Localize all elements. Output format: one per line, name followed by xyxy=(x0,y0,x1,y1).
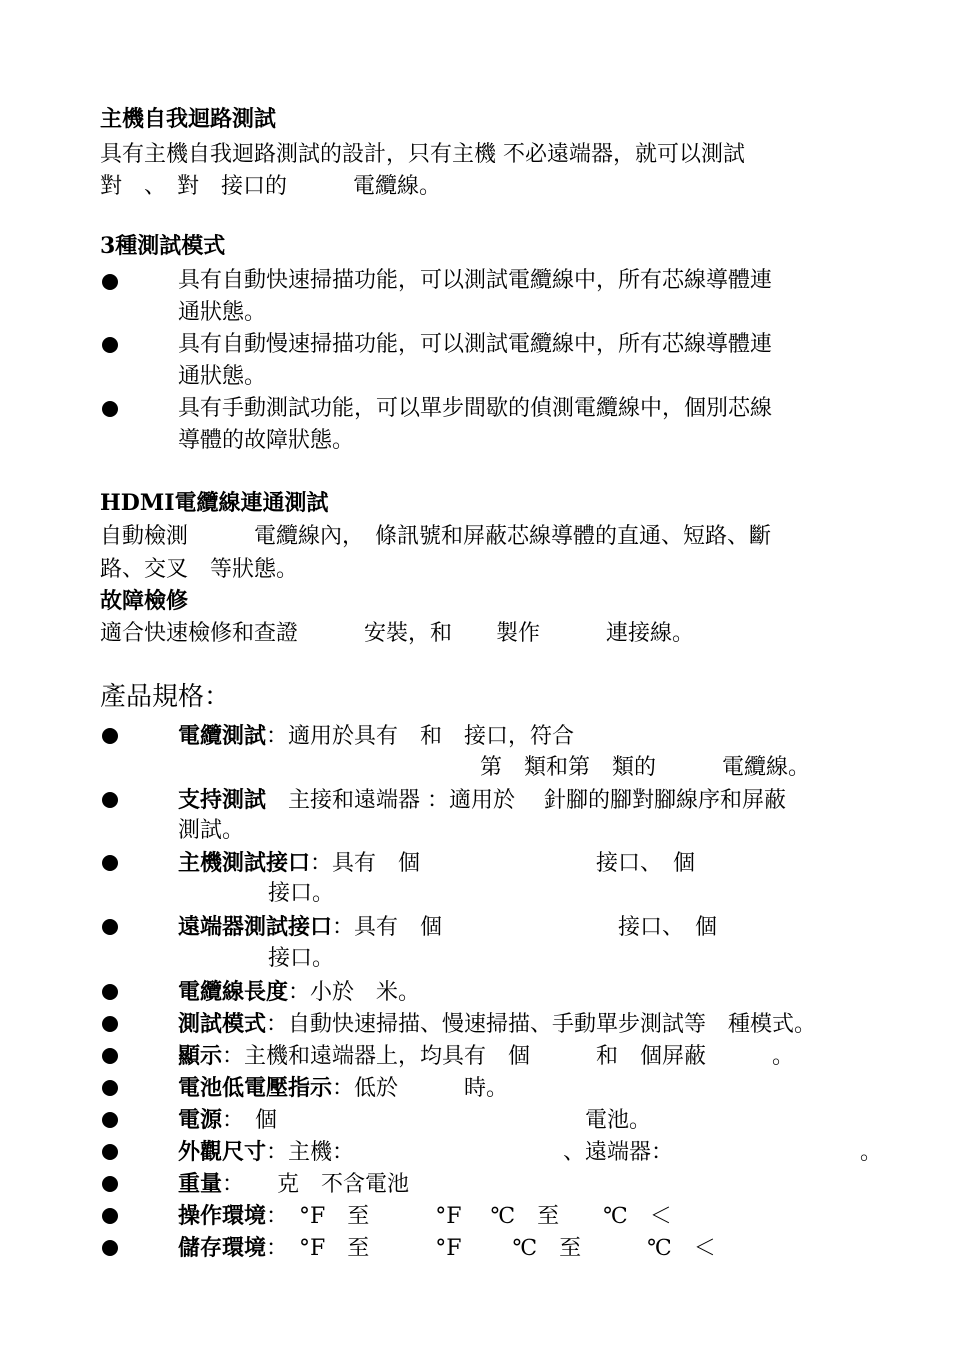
bullet-icon xyxy=(102,1240,118,1256)
spec-text: ：具有 個 接口、 個 xyxy=(310,851,696,876)
spec-label: 遠端器測試接口 xyxy=(178,914,333,940)
paragraph-line: 適合快速檢修和查證 安裝，和 製作 連接線。 xyxy=(100,621,695,646)
spec-text: ：自動快速掃描、慢速掃描、手動單步測試等 種模式。 xyxy=(266,1012,817,1037)
section-title-self-loop-test: 主機自我迴路測試 xyxy=(100,106,277,132)
list-item-line: 通狀態。 xyxy=(178,300,267,325)
spec-label: 顯示 xyxy=(178,1043,223,1069)
spec-item xyxy=(178,785,786,816)
bullet-icon xyxy=(102,337,118,353)
spec-label: 測試模式 xyxy=(178,1011,267,1037)
spec-label: 電纜測試 xyxy=(178,723,267,749)
spec-label: 儲存環境 xyxy=(178,1235,267,1261)
list-item-line: 具有手動測試功能，可以單步間歇的偵測電纜線中，個別芯線 xyxy=(178,396,773,421)
spec-text: ： 克 不含電池 xyxy=(222,1172,410,1197)
spec-text: 主接和遠端器 ：適用於 針腳的腳對腳線序和屏蔽 xyxy=(266,788,787,813)
bullet-icon xyxy=(102,1208,118,1224)
spec-label: 電池低電壓指示 xyxy=(178,1075,333,1101)
section-title-test-modes: 3種測試模式 xyxy=(100,233,226,259)
spec-text: ：低於 時。 xyxy=(332,1076,509,1101)
section-title-hdmi-test: HDMI電纜線連通測試 xyxy=(100,490,329,516)
spec-item-continuation: 接口。 xyxy=(268,946,335,971)
bullet-icon xyxy=(102,984,118,1000)
spec-item xyxy=(178,1201,672,1232)
spec-text: ： °F 至 °F ℃ 至 ℃ ＜ xyxy=(266,1204,672,1229)
list-item-line: 具有自動慢速掃描功能，可以測試電纜線中，所有芯線導體連 xyxy=(178,332,773,357)
spec-text: ：主機和遠端器上，均具有 個 和 個屏蔽 。 xyxy=(222,1044,795,1069)
spec-item xyxy=(178,721,574,752)
bullet-icon xyxy=(102,1048,118,1064)
bullet-icon xyxy=(102,1080,118,1096)
paragraph-line: 自動檢測 電纜線內， 條訊號和屏蔽芯線導體的直通、短路、斷 xyxy=(100,524,772,549)
spec-item xyxy=(178,1009,816,1040)
spec-item xyxy=(178,1233,716,1264)
paragraph-line: 對 、 對 接口的 電纜線。 xyxy=(100,174,442,199)
spec-text: ：小於 米。 xyxy=(288,980,421,1005)
spec-label: 主機測試接口 xyxy=(178,850,311,876)
list-item-line: 具有自動快速掃描功能，可以測試電纜線中，所有芯線導體連 xyxy=(178,268,773,293)
bullet-icon xyxy=(102,1112,118,1128)
bullet-icon xyxy=(102,855,118,871)
bullet-icon xyxy=(102,1016,118,1032)
spec-item-continuation: 接口。 xyxy=(268,881,335,906)
spec-item-continuation: 測試。 xyxy=(178,818,245,843)
spec-item xyxy=(178,1137,882,1168)
bullet-icon xyxy=(102,401,118,417)
paragraph-line: 路、交叉 等狀態。 xyxy=(100,557,299,582)
spec-item xyxy=(178,848,695,879)
list-item-line: 通狀態。 xyxy=(178,364,267,389)
spec-item xyxy=(178,1105,651,1136)
bullet-icon xyxy=(102,919,118,935)
paragraph-line: 具有主機自我迴路測試的設計，只有主機 不必遠端器，就可以測試 xyxy=(100,142,745,167)
bullet-icon xyxy=(102,1144,118,1160)
bullet-icon xyxy=(102,274,118,290)
spec-item xyxy=(178,977,420,1008)
section-title-troubleshooting: 故障檢修 xyxy=(100,588,189,614)
spec-label: 電源 xyxy=(178,1107,223,1133)
spec-text: ：適用於具有 和 接口，符合 xyxy=(266,724,575,749)
spec-label: 電纜線長度 xyxy=(178,979,289,1005)
spec-label: 外觀尺寸 xyxy=(178,1139,267,1165)
spec-label: 重量 xyxy=(178,1171,223,1197)
spec-item xyxy=(178,1169,409,1200)
spec-item xyxy=(178,912,717,943)
spec-label: 支持測試 xyxy=(178,787,267,813)
spec-item xyxy=(178,1041,794,1072)
spec-text: ： °F 至 °F ℃ 至 ℃ ＜ xyxy=(266,1236,716,1261)
spec-item-continuation: 第 類和第 類的 電纜線。 xyxy=(480,755,811,780)
spec-text: ：具有 個 接口、 個 xyxy=(332,915,718,940)
bullet-icon xyxy=(102,1176,118,1192)
section-title-specifications: 產品規格： xyxy=(100,682,231,712)
list-item-line: 導體的故障狀態。 xyxy=(178,428,355,453)
spec-item xyxy=(178,1073,508,1104)
spec-text: ： 個 電池。 xyxy=(222,1108,652,1133)
bullet-icon xyxy=(102,728,118,744)
spec-label: 操作環境 xyxy=(178,1203,267,1229)
spec-text: ：主機： 、遠端器： 。 xyxy=(266,1140,883,1165)
bullet-icon xyxy=(102,792,118,808)
